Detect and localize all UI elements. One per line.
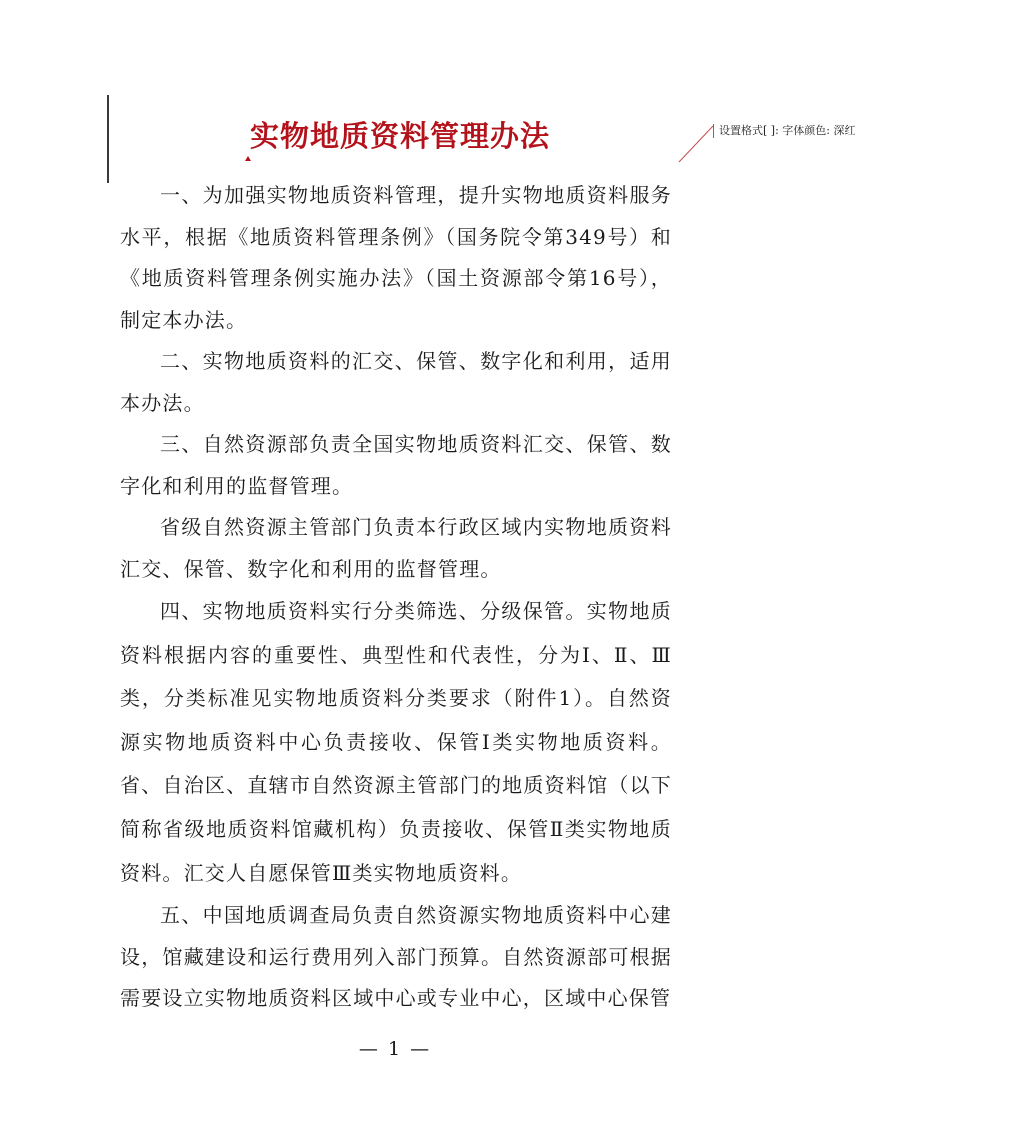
paragraph: 三、自然资源部负责全国实物地质资料汇交、保管、数字化和利用的监督管理。 [120, 432, 672, 498]
paragraph: 省级自然资源主管部门负责本行政区域内实物地质资料汇交、保管、数字化和利用的监督管理。 [120, 515, 672, 581]
paragraph: 五、中国地质调查局负责自然资源实物地质资料中心建设，馆藏建设和运行费用列入部门预算。自然资源部可根据需要设立实物地质资料区域中心或专业中心，区域中心保管 [120, 903, 672, 1011]
paragraph: 一、为加强实物地质资料管理，提升实物地质资料服务水平，根据《地质资料管理条例》（国务院令第349号）和《地质资料管理条例实施办法》（国土资源部令第16号），制定本办法。 [120, 183, 672, 332]
comment-anchor-mark [245, 156, 251, 161]
revision-comment[interactable]: 设置格式[ ]: 字体颜色: 深红 [713, 124, 855, 138]
comment-connector-line [679, 124, 715, 162]
revision-change-bar [107, 95, 109, 183]
paragraph: 二、实物地质资料的汇交、保管、数字化和利用，适用本办法。 [120, 349, 672, 415]
document-title: 实物地质资料管理办法 [249, 119, 550, 153]
paragraph: 四、实物地质资料实行分类筛选、分级保管。实物地质资料根据内容的重要性、典型性和代表性，分为Ⅰ、Ⅱ、Ⅲ类，分类标准见实物地质资料分类要求（附件1）。自然资源实物地质资料中心负责接收、保管Ⅰ类实物地质资料。省、自治区、直辖市自然资源主管部门的地质资料馆（以下简称省级地质资料馆藏机构）负责接收、保管Ⅱ类实物地质资料。汇交人自愿保管Ⅲ类实物地质资料。 [120, 599, 672, 885]
document-body [120, 175, 672, 1020]
page-number: — 1 — [358, 1038, 432, 1060]
